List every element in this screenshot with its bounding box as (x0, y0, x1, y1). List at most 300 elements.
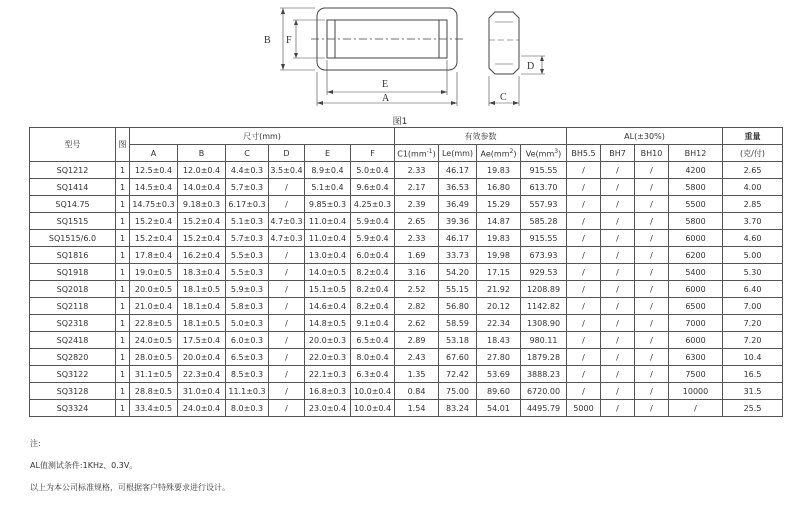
table-cell: / (567, 298, 601, 315)
table-cell: 7000 (669, 315, 723, 332)
table-cell: 19.98 (477, 247, 521, 264)
header-col-a: A (130, 145, 178, 162)
table-cell: 1.54 (395, 400, 439, 417)
table-row (30, 400, 783, 417)
dim-label-f: F (286, 35, 292, 46)
table-cell: 7.20 (723, 315, 783, 332)
table-cell: 15.2±0.4 (178, 213, 226, 230)
table-cell: 6000 (669, 332, 723, 349)
table-cell: 2.89 (395, 332, 439, 349)
table-cell: / (635, 230, 669, 247)
table-cell: 1 (116, 332, 130, 349)
table-cell: 15.2±0.4 (130, 213, 178, 230)
table-cell: 55.15 (439, 281, 477, 298)
table-cell: 67.60 (439, 349, 477, 366)
table-cell: 16.80 (477, 179, 521, 196)
table-cell: 6720.00 (521, 383, 567, 400)
table-cell: / (601, 247, 635, 264)
table-cell: 14.87 (477, 213, 521, 230)
table-cell: 980.11 (521, 332, 567, 349)
table-cell: 2.82 (395, 298, 439, 315)
table-cell: / (601, 383, 635, 400)
table-row (30, 332, 783, 349)
table-cell: 6.5±0.4 (351, 332, 395, 349)
model-cell: SQ1816 (30, 247, 116, 264)
core-drawing (255, 2, 555, 124)
table-cell: 1 (116, 298, 130, 315)
header-bh12: BH12 (669, 145, 723, 162)
table-cell: / (635, 400, 669, 417)
table-cell: 6000 (669, 230, 723, 247)
table-cell: 14.6±0.4 (305, 298, 351, 315)
table-cell: / (601, 230, 635, 247)
header-le: Le(mm) (439, 145, 477, 162)
table-cell: 557.93 (521, 196, 567, 213)
table-cell: / (567, 349, 601, 366)
table-cell: 20.0±0.3 (305, 332, 351, 349)
dim-label-d: D (527, 61, 535, 72)
table-cell: 5.7±0.3 (226, 230, 269, 247)
table-cell: 613.70 (521, 179, 567, 196)
table-cell: 3.5±0.4 (269, 162, 305, 179)
table-cell: 1.35 (395, 366, 439, 383)
table-cell: 89.60 (477, 383, 521, 400)
table-cell: 14.75±0.3 (130, 196, 178, 213)
table-cell: 6200 (669, 247, 723, 264)
table-cell: 1 (116, 213, 130, 230)
table-cell: 20.0±0.5 (130, 281, 178, 298)
table-cell: / (567, 162, 601, 179)
table-cell: 7.20 (723, 332, 783, 349)
table-cell: 8.0±0.3 (226, 400, 269, 417)
table-cell: 5.9±0.4 (351, 213, 395, 230)
table-cell: / (601, 298, 635, 315)
table-row (30, 383, 783, 400)
table-cell: 56.80 (439, 298, 477, 315)
table-cell: 6.0±0.3 (226, 332, 269, 349)
table-cell: 6.40 (723, 281, 783, 298)
header-bh55: BH5.5 (567, 145, 601, 162)
table-cell: 6300 (669, 349, 723, 366)
table-cell: 8.9±0.4 (305, 162, 351, 179)
table-cell: / (567, 196, 601, 213)
table-cell: 31.5 (723, 383, 783, 400)
model-cell: SQ2118 (30, 298, 116, 315)
table-cell: 5.9±0.4 (351, 230, 395, 247)
table-cell: 6000 (669, 281, 723, 298)
table-cell: 5.0±0.3 (226, 315, 269, 332)
table-cell: 17.5±0.4 (178, 332, 226, 349)
table-cell: 2.65 (395, 213, 439, 230)
table-cell: / (269, 247, 305, 264)
table-cell: 5.7±0.3 (226, 179, 269, 196)
table-cell: / (601, 196, 635, 213)
table-cell: 915.55 (521, 162, 567, 179)
table-cell: 5800 (669, 213, 723, 230)
dim-label-e: E (382, 79, 389, 90)
table-cell: 1 (116, 264, 130, 281)
table-cell: 15.2±0.4 (178, 230, 226, 247)
table-cell: 1 (116, 315, 130, 332)
table-cell: 5800 (669, 179, 723, 196)
table-cell: 2.43 (395, 349, 439, 366)
model-cell: SQ1918 (30, 264, 116, 281)
table-cell: 21.0±0.4 (130, 298, 178, 315)
table-cell: 6500 (669, 298, 723, 315)
header-col-e: E (305, 145, 351, 162)
table-cell: 15.2±0.4 (130, 230, 178, 247)
table-cell: / (601, 400, 635, 417)
table-cell: 28.8±0.5 (130, 383, 178, 400)
table-cell: / (269, 315, 305, 332)
table-cell: 19.83 (477, 230, 521, 247)
table-cell: 10000 (669, 383, 723, 400)
table-cell: / (635, 281, 669, 298)
header-col-d: D (269, 145, 305, 162)
table-cell: / (269, 179, 305, 196)
table-cell: 21.92 (477, 281, 521, 298)
table-cell: 9.6±0.4 (351, 179, 395, 196)
model-cell: SQ3128 (30, 383, 116, 400)
table-cell: / (601, 349, 635, 366)
table-cell: 5.0±0.4 (351, 162, 395, 179)
table-cell: / (635, 315, 669, 332)
table-cell: 28.0±0.5 (130, 349, 178, 366)
table-cell: / (635, 383, 669, 400)
table-cell: 10.4 (723, 349, 783, 366)
table-cell: 22.34 (477, 315, 521, 332)
table-cell: 2.65 (723, 162, 783, 179)
model-cell: SQ2820 (30, 349, 116, 366)
table-cell: 11.1±0.3 (226, 383, 269, 400)
table-cell: / (567, 315, 601, 332)
model-cell: SQ2318 (30, 315, 116, 332)
header-ve: $Ve(mm^3)$ (521, 145, 567, 162)
table-cell: 0.84 (395, 383, 439, 400)
header-col-c: C (226, 145, 269, 162)
header-bh7: BH7 (601, 145, 635, 162)
table-cell: / (635, 162, 669, 179)
table-cell: 19.0±0.5 (130, 264, 178, 281)
table-cell: / (635, 247, 669, 264)
table-cell: 19.83 (477, 162, 521, 179)
table-cell: 585.28 (521, 213, 567, 230)
table-row (30, 247, 783, 264)
header-weight: 重量 (723, 128, 783, 145)
table-cell: 6.0±0.4 (351, 247, 395, 264)
table-cell: 1142.82 (521, 298, 567, 315)
table-cell: 46.17 (439, 230, 477, 247)
table-cell: 14.0±0.5 (305, 264, 351, 281)
table-cell: 36.49 (439, 196, 477, 213)
table-cell: 17.15 (477, 264, 521, 281)
table-cell: 22.3±0.4 (178, 366, 226, 383)
header-c1: $C1(mm^{-1})$ (395, 145, 439, 162)
table-cell: 9.1±0.4 (351, 315, 395, 332)
table-cell: 18.1±0.5 (178, 281, 226, 298)
table-cell: 1208.89 (521, 281, 567, 298)
table-row (30, 281, 783, 298)
table-cell: 13.0±0.4 (305, 247, 351, 264)
model-cell: SQ1212 (30, 162, 116, 179)
table-cell: 5.1±0.4 (305, 179, 351, 196)
header-col-b: B (178, 145, 226, 162)
table-cell: 4.60 (723, 230, 783, 247)
table-cell: 36.53 (439, 179, 477, 196)
table-cell: / (567, 383, 601, 400)
table-cell: 58.59 (439, 315, 477, 332)
model-cell: SQ2418 (30, 332, 116, 349)
table-cell: / (269, 196, 305, 213)
table-row (30, 264, 783, 281)
table-cell: / (269, 281, 305, 298)
table-cell: 2.85 (723, 196, 783, 213)
model-cell: SQ1515 (30, 213, 116, 230)
table-cell: 2.39 (395, 196, 439, 213)
table-cell: / (567, 213, 601, 230)
table-cell: 1 (116, 281, 130, 298)
header-bh10: BH10 (635, 145, 669, 162)
table-cell: / (567, 366, 601, 383)
table-cell: 1 (116, 196, 130, 213)
table-cell: 46.17 (439, 162, 477, 179)
table-cell: / (635, 213, 669, 230)
table-cell: 8.0±0.4 (351, 349, 395, 366)
table-cell: 6.3±0.4 (351, 366, 395, 383)
table-cell: 1879.28 (521, 349, 567, 366)
header-model: 型号 (30, 128, 116, 162)
table-cell: 2.33 (395, 162, 439, 179)
table-row (30, 366, 783, 383)
table-cell: 4.4±0.3 (226, 162, 269, 179)
table-cell: 14.8±0.5 (305, 315, 351, 332)
table-cell: 12.5±0.4 (130, 162, 178, 179)
table-cell: 75.00 (439, 383, 477, 400)
table-cell: 5.30 (723, 264, 783, 281)
table-cell: 33.73 (439, 247, 477, 264)
header-eff-group: 有效参数 (395, 128, 567, 145)
table-cell: 83.24 (439, 400, 477, 417)
table-cell: 5.5±0.3 (226, 247, 269, 264)
table-cell: 53.18 (439, 332, 477, 349)
table-row (30, 162, 783, 179)
table-cell: / (669, 400, 723, 417)
table-cell: / (601, 162, 635, 179)
table-cell: 17.8±0.4 (130, 247, 178, 264)
table-cell: 8.2±0.4 (351, 281, 395, 298)
dim-label-c: C (500, 92, 507, 103)
table-cell: 8.5±0.3 (226, 366, 269, 383)
dim-label-a: A (382, 93, 390, 104)
table-cell: 5.1±0.3 (226, 213, 269, 230)
table-cell: 18.1±0.4 (178, 298, 226, 315)
table-cell: / (635, 366, 669, 383)
table-cell: 2.52 (395, 281, 439, 298)
table-cell: 10.0±0.4 (351, 383, 395, 400)
table-cell: / (635, 196, 669, 213)
table-cell: / (601, 315, 635, 332)
table-cell: 31.1±0.5 (130, 366, 178, 383)
table-cell: 673.93 (521, 247, 567, 264)
table-cell: 2.33 (395, 230, 439, 247)
table-cell: 1 (116, 247, 130, 264)
table-cell: / (635, 349, 669, 366)
table-cell: 929.53 (521, 264, 567, 281)
dim-label-b: B (264, 35, 271, 46)
header-weight-unit: (克/付) (723, 145, 783, 162)
spec-table (29, 127, 783, 417)
table-cell: 31.0±0.4 (178, 383, 226, 400)
header-ae: $Ae(mm^2)$ (477, 145, 521, 162)
table-cell: 5.8±0.3 (226, 298, 269, 315)
table-cell: 15.1±0.5 (305, 281, 351, 298)
table-cell: 4.25±0.3 (351, 196, 395, 213)
table-cell: 1 (116, 383, 130, 400)
notes-line-1: AL值测试条件:1KHz、0.3V。 (30, 461, 138, 470)
notes-title: 注: (30, 439, 41, 448)
table-row (30, 315, 783, 332)
table-cell: / (567, 332, 601, 349)
table-cell: 16.5 (723, 366, 783, 383)
table-cell: 1 (116, 349, 130, 366)
table-cell: 14.0±0.4 (178, 179, 226, 196)
table-cell: / (635, 179, 669, 196)
table-cell: 12.0±0.4 (178, 162, 226, 179)
table-cell: 5.9±0.3 (226, 281, 269, 298)
table-cell: 1 (116, 162, 130, 179)
header-col-f: F (351, 145, 395, 162)
table-cell: 2.17 (395, 179, 439, 196)
table-cell: / (269, 332, 305, 349)
table-cell: 6.17±0.3 (226, 196, 269, 213)
table-cell: / (635, 332, 669, 349)
table-cell: 1 (116, 400, 130, 417)
model-cell: SQ3324 (30, 400, 116, 417)
table-cell: / (269, 349, 305, 366)
table-cell: 4200 (669, 162, 723, 179)
table-body (30, 162, 783, 417)
table-cell: 54.01 (477, 400, 521, 417)
table-cell: 53.69 (477, 366, 521, 383)
table-cell: / (567, 179, 601, 196)
table-cell: 8.2±0.4 (351, 264, 395, 281)
table-cell: / (601, 332, 635, 349)
table-row (30, 179, 783, 196)
table-cell: 18.1±0.5 (178, 315, 226, 332)
table-cell: 22.0±0.3 (305, 349, 351, 366)
table-cell: 2.62 (395, 315, 439, 332)
table-row (30, 213, 783, 230)
notes-line-2: 以上为本公司标准规格，可根据客户特殊要求进行设计。 (30, 483, 230, 492)
table-cell: 11.0±0.4 (305, 230, 351, 247)
table-cell: 54.20 (439, 264, 477, 281)
table-cell: / (567, 247, 601, 264)
table-cell: / (635, 298, 669, 315)
table-cell: 20.0±0.4 (178, 349, 226, 366)
table-cell: 5400 (669, 264, 723, 281)
table-cell: 3.16 (395, 264, 439, 281)
table-cell: 18.43 (477, 332, 521, 349)
table-cell: / (601, 213, 635, 230)
table-cell: / (269, 400, 305, 417)
table-cell: 33.4±0.5 (130, 400, 178, 417)
table-row (30, 349, 783, 366)
table-cell: 39.36 (439, 213, 477, 230)
table-cell: / (601, 179, 635, 196)
header-al-group: AL(±30%) (567, 128, 723, 145)
table-cell: / (269, 366, 305, 383)
table-row (30, 298, 783, 315)
table-cell: 3888.23 (521, 366, 567, 383)
header-size-group: 尺寸(mm) (130, 128, 395, 145)
table-cell: 7.00 (723, 298, 783, 315)
table-cell: 9.85±0.3 (305, 196, 351, 213)
table-cell: 6.5±0.3 (226, 349, 269, 366)
table-cell: / (269, 264, 305, 281)
model-cell: SQ14.75 (30, 196, 116, 213)
table-cell: 4.7±0.3 (269, 230, 305, 247)
table-cell: 22.1±0.3 (305, 366, 351, 383)
table-cell: 24.0±0.5 (130, 332, 178, 349)
table-cell: 3.70 (723, 213, 783, 230)
table-cell: / (601, 281, 635, 298)
model-cell: SQ2018 (30, 281, 116, 298)
table-cell: 14.5±0.4 (130, 179, 178, 196)
table-cell: 72.42 (439, 366, 477, 383)
table-cell: 22.8±0.5 (130, 315, 178, 332)
table-cell: 5500 (669, 196, 723, 213)
table-cell: 5.00 (723, 247, 783, 264)
table-cell: 16.2±0.4 (178, 247, 226, 264)
table-cell: 18.3±0.4 (178, 264, 226, 281)
table-cell: 15.29 (477, 196, 521, 213)
table-row (30, 230, 783, 247)
table-cell: 10.0±0.4 (351, 400, 395, 417)
side-view (489, 12, 519, 74)
table-cell: 25.5 (723, 400, 783, 417)
table-cell: 5.5±0.3 (226, 264, 269, 281)
table-cell: / (601, 264, 635, 281)
table-cell: 1308.90 (521, 315, 567, 332)
table-cell: / (269, 383, 305, 400)
model-cell: SQ1414 (30, 179, 116, 196)
table-cell: 24.0±0.4 (178, 400, 226, 417)
table-cell: / (567, 264, 601, 281)
table-cell: 1 (116, 179, 130, 196)
table-cell: 16.8±0.3 (305, 383, 351, 400)
header-fig: 图 (116, 128, 130, 162)
table-cell: 1 (116, 230, 130, 247)
table-cell: 5000 (567, 400, 601, 417)
table-cell: 23.0±0.4 (305, 400, 351, 417)
model-cell: SQ1515/6.0 (30, 230, 116, 247)
table-cell: / (269, 298, 305, 315)
figure-caption: 图1 (392, 117, 408, 127)
table-cell: 4.7±0.3 (269, 213, 305, 230)
table-row (30, 196, 783, 213)
table-cell: 4.00 (723, 179, 783, 196)
table-cell: / (567, 230, 601, 247)
table-cell: 11.0±0.4 (305, 213, 351, 230)
table-cell: 27.80 (477, 349, 521, 366)
table-cell: / (635, 264, 669, 281)
table-cell: 9.18±0.3 (178, 196, 226, 213)
table-cell: 20.12 (477, 298, 521, 315)
table-cell: 915.55 (521, 230, 567, 247)
model-cell: SQ3122 (30, 366, 116, 383)
table-cell: 8.2±0.4 (351, 298, 395, 315)
table-cell: 1.69 (395, 247, 439, 264)
